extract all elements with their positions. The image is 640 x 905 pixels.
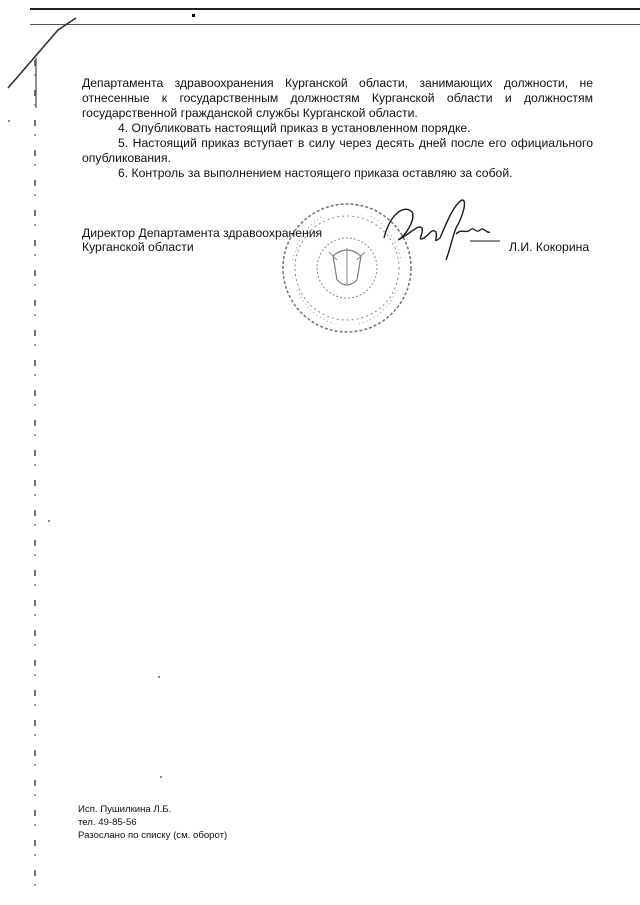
scan-speck bbox=[48, 520, 50, 522]
signatory-region: Курганской области bbox=[82, 240, 194, 254]
executor-footer bbox=[78, 803, 227, 842]
paragraph-line: государственной гражданской службы Курганской области. bbox=[82, 106, 418, 120]
scan-edge-top bbox=[30, 8, 640, 25]
paragraph-item-5-cont: опубликования. bbox=[82, 151, 171, 165]
paragraph-item-4: 4. Опубликовать настоящий приказ в установленном порядке. bbox=[118, 121, 471, 135]
signatory-name: Л.И. Кокорина bbox=[509, 240, 590, 254]
executor-phone: тел. 49-85-56 bbox=[78, 817, 137, 828]
scan-edge-left bbox=[34, 60, 36, 890]
paragraph-item-5: 5. Настоящий приказ вступает в силу через десять дней после его официального bbox=[118, 136, 593, 150]
scan-speck bbox=[160, 776, 162, 778]
paragraph-line: Департамента здравоохранения Курганской области, занимающих должности, не bbox=[82, 76, 593, 90]
handwritten-signature-icon bbox=[370, 194, 500, 264]
paragraph-item-6: 6. Контроль за выполнением настоящего приказа оставляю за собой. bbox=[118, 166, 513, 180]
scan-speck bbox=[8, 120, 10, 122]
scan-corner-mark bbox=[0, 0, 80, 110]
distribution-note: Разослано по списку (см. оборот) bbox=[78, 830, 228, 841]
scan-speck bbox=[158, 676, 160, 678]
executor-name: Исп. Пушилкина Л.Б. bbox=[78, 804, 172, 815]
scan-speck bbox=[192, 14, 195, 17]
order-body-text bbox=[82, 76, 593, 181]
signatory-position: Директор Департамента здравоохранения bbox=[82, 226, 323, 240]
paragraph-line: отнесенные к государственным должностям Курганской области и должностям bbox=[82, 91, 593, 105]
